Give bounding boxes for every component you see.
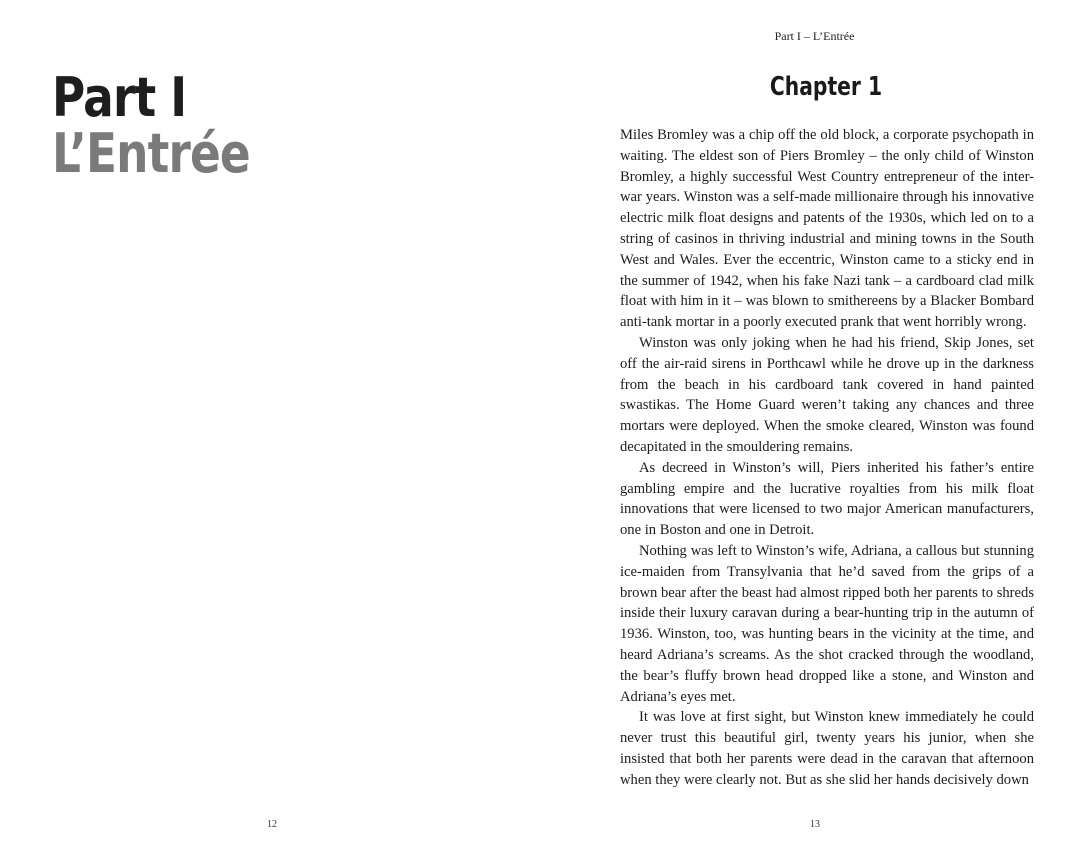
chapter-title: Chapter 1: [769, 72, 883, 102]
paragraph: As decreed in Winston’s will, Piers inherited his father’s entire gambling empire and the lucrative royalties from his milk float innovations that were licensed to two major American manufacturers, one in Boston and one in Detroit.: [620, 459, 1034, 539]
paragraph: Miles Bromley was a chip off the old block, a corporate psychopath in waiting. The eldest son of Piers Bromley – the only child of Winston Bromley, a highly successful West Country entrepreneur of the inter-war years. Winston was a self-made millionaire through his innovative electric milk float designs and patents of the 1930s, which led on to a string of casinos in thriving industrial and mining towns in the South West and Wales. Ever the eccentric, Winston came to a sticky end in the summer of 1942, when his fake Nazi tank – a cardboard clad milk float with him in it – was blown to smithereens by a Blacker Bombard anti-tank mortar in a poorly executed prank that went horribly wrong.: [620, 127, 1034, 331]
page-number-right: 13: [810, 819, 820, 830]
page-number-left: 12: [267, 819, 277, 830]
paragraph: Winston was only joking when he had his friend, Skip Jones, set off the air-raid sirens in Porthcawl while he drove up in the darkness from the beach in his cardboard tank covered in hand painted swastikas. The Home Guard weren’t taking any chances and three mortars were deployed. When the smoke cleared, Winston was found decapitated in the smouldering remains.: [620, 334, 1034, 455]
part-subtitle: L’Entrée: [52, 122, 250, 185]
right-page: [543, 0, 1087, 850]
left-page: [0, 0, 543, 850]
part-heading: [52, 66, 250, 185]
chapter-body: [620, 125, 1034, 791]
part-number: Part I: [52, 66, 187, 129]
paragraph: Nothing was left to Winston’s wife, Adriana, a callous but stunning ice-maiden from Transylvania that he’d saved from the grips of a brown bear after the beast had almost ripped both her parents to shreds inside their luxury caravan during a bear-hunting trip in the autumn of 1936. Winston, too, was hunting bears in the vicinity at the time, and heard Adriana’s screams. As the shot cracked through the woodland, the bear’s fluffy brown head dropped like a stone, and Winston and Adriana’s eyes met.: [620, 542, 1034, 705]
running-head: Part I – L’Entrée: [774, 29, 855, 43]
paragraph: It was love at first sight, but Winston knew immediately he could never trust this beautiful girl, twenty years his junior, when she insisted that both her parents were dead in the caravan that afternoon when they were clearly not. But as she slid her hands decisively down: [620, 709, 1034, 788]
